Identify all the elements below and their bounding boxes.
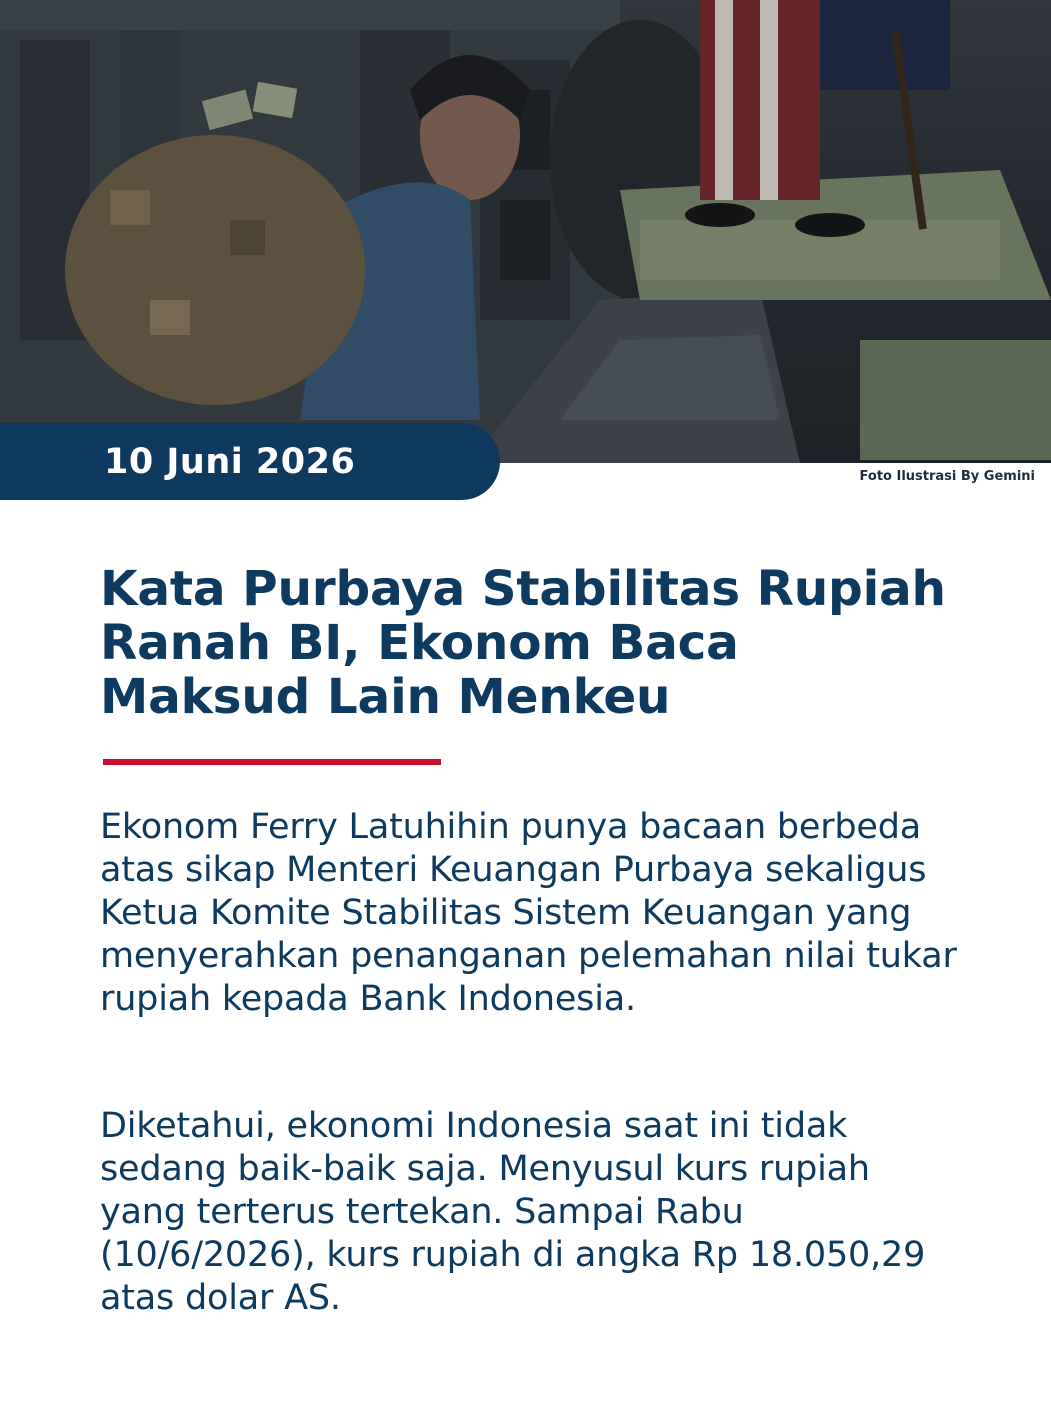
date-tab — [0, 423, 500, 500]
photo-credit: Foto Ilustrasi By Gemini — [859, 469, 1035, 484]
accent-divider — [103, 759, 441, 765]
illustration-art — [0, 0, 1051, 463]
body-paragraph-2: Diketahui, ekonomi Indonesia saat ini tidak sedang baik-baik saja. Menyusul kurs rupiah yang terterus tertekan. Sampai Rabu (10/6/2026), kurs rupiah di angka Rp 18.050,29 atas dolar AS. — [100, 1106, 926, 1318]
body-paragraph-1: Ekonom Ferry Latuhihin punya bacaan berbeda atas sikap Menteri Keuangan Purbaya sekaligus Ketua Komite Stabilitas Sistem Keuangan yang menyerahkan penanganan pelemahan nilai tukar rupiah kepada Bank Indonesia. — [100, 807, 957, 1019]
hero-illustration — [0, 0, 1051, 463]
headline: Kata Purbaya Stabilitas Rupiah Ranah BI, Ekonom Baca Maksud Lain Menkeu — [100, 561, 946, 725]
publish-date: 10 Juni 2026 — [104, 441, 356, 482]
